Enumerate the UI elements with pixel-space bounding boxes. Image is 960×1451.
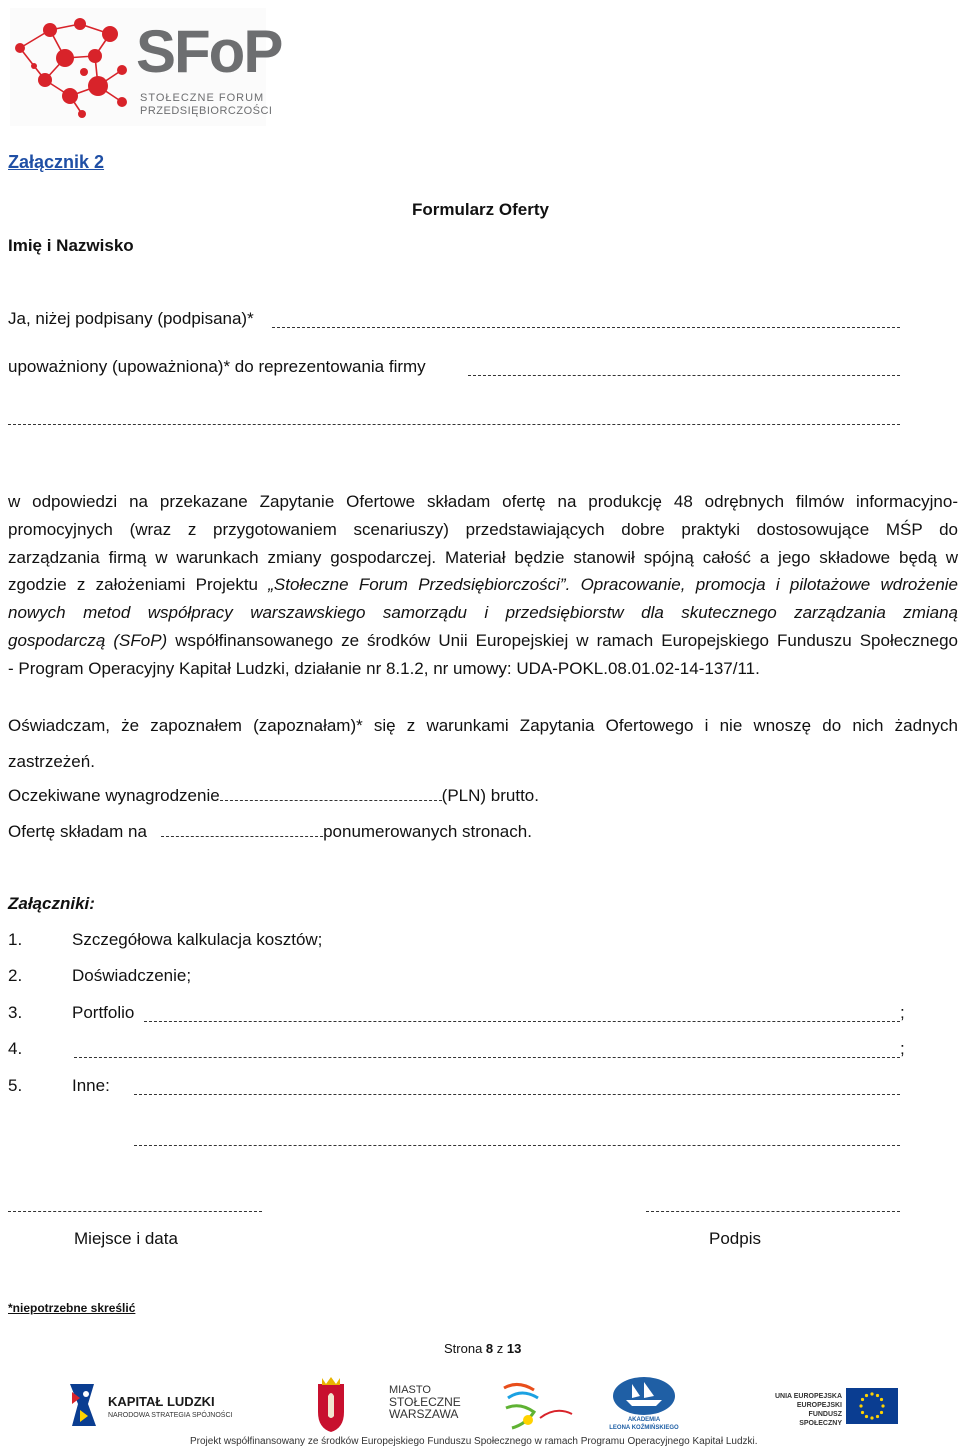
place-date-line[interactable] [8, 1211, 262, 1212]
logo-wordmark: SFoP [136, 18, 282, 85]
pages-input[interactable] [161, 822, 323, 837]
signed-input-line[interactable] [272, 327, 900, 328]
offer-paragraph [8, 488, 958, 683]
offer-line-3: zarządzania firmą w warunkach zmiany gospodarczej. Materiał będzie stanowił spójną całość a jego składowe będą w [8, 547, 958, 567]
form-title: Formularz Oferty [412, 200, 549, 219]
statement-paragraph [8, 708, 958, 780]
pages-suffix: ponumerowanych stronach. [323, 822, 532, 841]
footer-logos [0, 1372, 960, 1451]
eu-flag-icon [846, 1388, 898, 1424]
offer-line-1: w odpowiedzi na przekazane Zapytanie Ofertowe składam ofertę na produkcję 48 odrębnych filmów informacyjno- [8, 492, 958, 511]
attachment-item-1 [8, 930, 323, 950]
offer-line-6: gospodarczą (SFoP) współfinansowanego ze środków Unii Europejskiej w ramach Europejskiego Funduszu Społecznego [8, 630, 958, 650]
footnote: *niepotrzebne skreślić [8, 1301, 136, 1315]
item-3-end: ; [900, 1003, 905, 1022]
attachment-item-2 [8, 966, 192, 986]
warsaw-coat-of-arms-icon [314, 1376, 348, 1434]
attachment-item-5 [8, 1076, 110, 1096]
signature-label: Podpis [709, 1229, 761, 1248]
attachment-label[interactable]: Załącznik 2 [8, 152, 105, 172]
zakochaj-sie-logo-icon [498, 1378, 580, 1434]
item-number: 1. [8, 930, 23, 949]
signed-line [8, 309, 254, 329]
ship-icon [612, 1376, 676, 1416]
statement-line-2: zastrzeżeń. [8, 752, 95, 771]
page-number: Strona 8 z 13 [444, 1341, 522, 1356]
network-graphic-icon [10, 10, 140, 120]
eu-logo-text: UNIA EUROPEJSKA EUROPEJSKI FUNDUSZ SPOŁECZNY [774, 1393, 842, 1427]
item-number: 3. [8, 1003, 23, 1022]
kl-subtitle: NARODOWA STRATEGIA SPÓJNOŚCI [108, 1412, 233, 1419]
signature-line[interactable] [646, 1211, 900, 1212]
other-input-line-1[interactable] [134, 1094, 900, 1095]
item-4-input-line[interactable] [74, 1057, 900, 1058]
offer-line-4: zgodzie z założeniami Projektu „Stołeczne Forum Przedsiębiorczości”. Opracowanie, promocja i pilotażowe wdrożenie [8, 575, 959, 595]
pages-label: Ofertę składam na [8, 822, 147, 841]
signed-label: Ja, niżej podpisany (podpisana)* [8, 309, 254, 328]
item-number: 2. [8, 966, 23, 985]
attachments-heading: Załączniki: [8, 894, 95, 913]
pages-line [8, 822, 532, 842]
attachment-item-3 [8, 1003, 135, 1023]
portfolio-input-line[interactable] [144, 1021, 900, 1022]
authorized-label: upoważniony (upoważniona)* do reprezentowania firmy [8, 357, 426, 376]
item-4-end: ; [900, 1039, 905, 1058]
warsaw-logo-text: MIASTO STOŁECZNE WARSZAWA [389, 1384, 461, 1421]
logo-subtitle-2: PRZEDSIĘBIORCZOŚCI [140, 105, 273, 117]
kapital-ludzki-icon [66, 1382, 100, 1428]
attachment-item-4 [8, 1039, 22, 1059]
academy-logo-text: AKADEMIA LEONA KOŹMIŃSKIEGO [609, 1417, 679, 1431]
name-label: Imię i Nazwisko [8, 236, 134, 255]
logo-subtitle-1: STOŁECZNE FORUM [140, 92, 265, 104]
salary-suffix: (PLN) brutto. [441, 786, 539, 805]
place-date-label: Miejsce i data [74, 1229, 178, 1248]
kapital-ludzki-logo [66, 1380, 236, 1432]
item-label: Doświadczenie; [72, 966, 192, 985]
item-number: 5. [8, 1076, 23, 1095]
item-label: Inne: [72, 1076, 110, 1095]
offer-line-5: nowych metod współpracy warszawskiego samorządu i przedsiębiorstw dla skutecznego zarządzania zmianą [8, 603, 958, 623]
offer-line-2: promocyjnych (wraz z przygotowaniem scenariuszy) przedstawiających dobre praktyki dostosowujące MŚP do [8, 519, 958, 539]
salary-line [8, 786, 539, 806]
sfop-logo [10, 8, 282, 126]
statement-line-1: Oświadczam, że zapoznałem (zapoznałam)* się z warunkami Zapytania Ofertowego i nie wnoszę do nich żadnych [8, 716, 958, 735]
cofinance-note: Projekt współfinansowany ze środków Europejskiego Funduszu Społecznego w ramach Programu Operacyjnego Kapitał Ludzki. [190, 1436, 758, 1447]
salary-input[interactable] [220, 786, 442, 801]
item-label: Szczegółowa kalkulacja kosztów; [72, 930, 323, 949]
company-input-line[interactable] [468, 375, 900, 376]
salary-label: Oczekiwane wynagrodzenie [8, 786, 220, 805]
authorized-line [8, 357, 426, 377]
offer-line-7: - Program Operacyjny Kapitał Ludzki, działanie nr 8.1.2, nr umowy: UDA-POKL.08.01.02-14-137/11. [8, 658, 760, 678]
other-input-line-2[interactable] [134, 1145, 900, 1146]
item-label: Portfolio [72, 1003, 135, 1022]
kl-title: KAPITAŁ LUDZKI [108, 1394, 215, 1409]
company-input-line-2[interactable] [8, 424, 900, 425]
item-number: 4. [8, 1039, 23, 1058]
